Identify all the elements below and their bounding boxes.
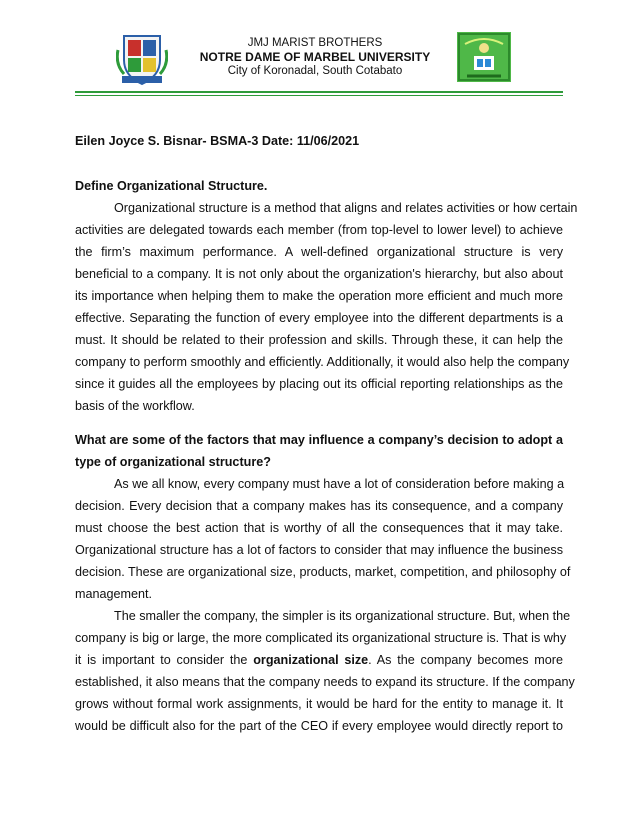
text-line: would be difficult also for the part of the CEO if every employee would directly report to — [75, 719, 563, 733]
text-line: the firm’s maximum performance. A well-defined organizational structure is very — [75, 245, 563, 259]
text-line: decision. Every decision that a company makes has its consequence, and a company — [75, 499, 563, 513]
text-line: activities are delegated towards each member (from top-level to lower level) to achieve — [75, 223, 563, 237]
text-line: since it guides all the employees by placing out its official reporting relationships as the — [75, 377, 563, 391]
letterhead — [0, 0, 638, 100]
text-line: must. It should be related to their profession and skills. Through these, it can help the — [75, 333, 563, 347]
text-line: established, it also means that the company needs to expand its structure. If the company — [75, 675, 575, 689]
header-line-1: JMJ MARIST BROTHERS — [247, 37, 383, 49]
text-line: its importance when helping them to make the operation more efficient and much more — [75, 289, 563, 303]
text-line — [75, 653, 563, 675]
college-logo — [457, 32, 511, 82]
text-span: it is important to consider the — [75, 653, 254, 667]
section-heading: Define Organizational Structure. — [75, 179, 268, 193]
text-line: As we all know, every company must have a lot of consideration before making a — [114, 477, 565, 491]
header-divider-thin — [75, 95, 563, 96]
emphasized-term: organizational size — [253, 653, 369, 667]
text-line: effective. Separating the function of every employee into the different departments is a — [75, 311, 563, 325]
text-line: grows without formal work assignments, it would be hard for the entity to manage it. It — [75, 697, 563, 711]
section-heading: What are some of the factors that may influence a company’s decision to adopt a — [75, 433, 563, 447]
text-span: . As the company becomes more — [368, 653, 563, 667]
section-heading-continued: type of organizational structure? — [75, 455, 271, 469]
text-line: beneficial to a company. It is not only about the organization's hierarchy, but also about — [75, 267, 563, 281]
text-line: decision. These are organizational size, products, market, competition, and philosophy of — [75, 565, 571, 579]
text-line: company is big or large, the more complicated its organizational structure is. That is why — [75, 631, 567, 645]
text-line: management. — [75, 587, 153, 601]
text-line: must choose the best action that is worthy of all the consequences that it may take. — [75, 521, 563, 535]
university-location: City of Koronadal, South Cotabato — [227, 65, 403, 77]
text-line: basis of the workflow. — [75, 399, 195, 413]
text-line: Organizational structure is a method that aligns and relates activities or how certain — [114, 201, 578, 215]
university-name: NOTRE DAME OF MARBEL UNIVERSITY — [199, 50, 431, 64]
university-seal-logo — [116, 30, 168, 86]
header-divider — [75, 91, 563, 93]
text-line: The smaller the company, the simpler is its organizational structure. But, when the — [114, 609, 571, 623]
author-date-line: Eilen Joyce S. Bisnar- BSMA-3 Date: 11/06/2021 — [75, 134, 360, 148]
text-line: company to perform smoothly and efficiently. Additionally, it would also help the company — [75, 355, 570, 369]
text-line: Organizational structure has a lot of factors to consider that may influence the business — [75, 543, 563, 557]
